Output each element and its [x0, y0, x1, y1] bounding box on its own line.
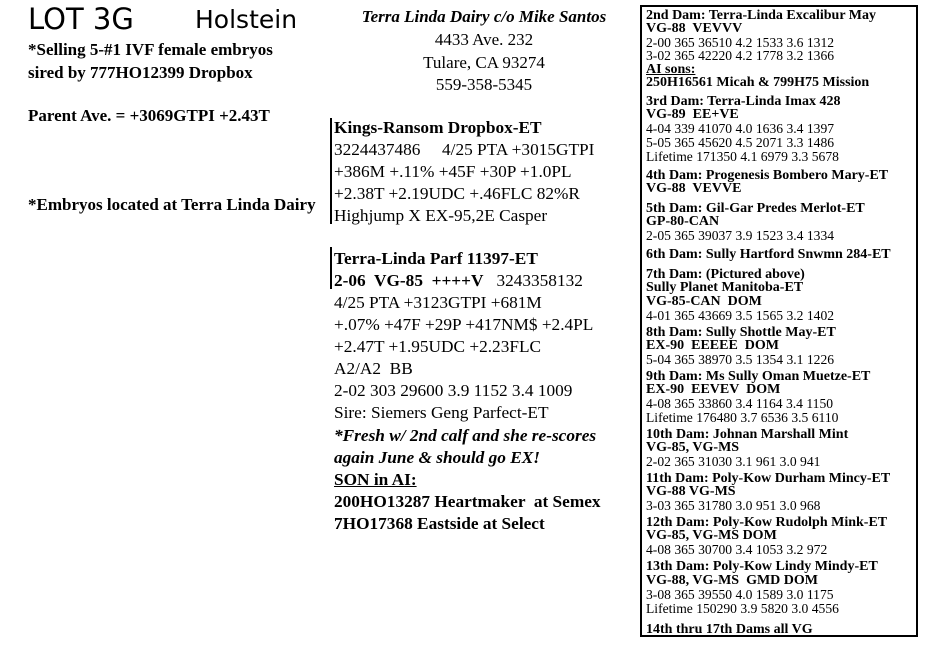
dam11-class: VG-88 VG-MS	[646, 484, 736, 499]
dam-class-row	[334, 270, 583, 292]
dam3-title: 3rd Dam: Terra-Linda Imax 428	[646, 94, 841, 109]
dam2-title: 2nd Dam: Terra-Linda Excalibur May	[646, 8, 876, 23]
dam13-title: 13th Dam: Poly-Kow Lindy Mindy-ET	[646, 559, 878, 574]
dam8-class: EX-90 EEEEE DOM	[646, 338, 780, 353]
dam-line-1: 4/25 PTA +3123GTPI +681M	[334, 293, 542, 312]
dam-line-6: Sire: Siemers Geng Parfect-ET	[334, 403, 549, 422]
dam-name: Terra-Linda Parf 11397-ET	[334, 249, 538, 268]
son-heading: SON in AI:	[334, 470, 417, 489]
dam-note-2: again June & should go EX!	[334, 448, 540, 467]
dam3-record-2: 5-05 365 45620 4.5 2071 3.3 1486	[646, 135, 835, 150]
dam3-lifetime: Lifetime 171350 4.1 6979 3.3 5678	[646, 149, 839, 164]
sire-bracket	[330, 118, 332, 224]
dam12-title: 12th Dam: Poly-Kow Rudolph Mink-ET	[646, 515, 888, 530]
ai-sons: 250H16561 Micah & 799H75 Mission	[646, 75, 870, 90]
son-1: 200HO13287 Heartmaker at Semex	[334, 492, 601, 511]
contact-address: 4433 Ave. 232	[434, 30, 534, 49]
sire-line-4: Highjump X EX-95,2E Casper	[334, 206, 548, 225]
dam11-record-1: 3-03 365 31780 3.0 951 3.0 968	[646, 498, 821, 513]
dam3-record-1: 4-04 339 41070 4.0 1636 3.4 1397	[646, 121, 835, 136]
dam9-lifetime: Lifetime 176480 3.7 6536 3.5 6110	[646, 410, 839, 425]
lot-number: LOT 3G	[28, 2, 134, 36]
dam6-title: 6th Dam: Sully Hartford Snwmn 284-ET	[646, 247, 891, 262]
dam9-record-1: 4-08 365 33860 3.4 1164 3.4 1150	[646, 396, 834, 411]
dam-registration: 3243358132	[496, 271, 583, 290]
sire-line-1: 3224437486 4/25 PTA +3015GTPI	[334, 140, 595, 159]
sire-line-3: +2.38T +2.19UDC +.46FLC 82%R	[334, 184, 580, 203]
dam10-record-1: 2-02 365 31030 3.1 961 3.0 941	[646, 454, 821, 469]
dam2-record-2: 3-02 365 42220 4.2 1778 3.2 1366	[646, 48, 835, 63]
dam5-title: 5th Dam: Gil-Gar Predes Merlot-ET	[646, 201, 865, 216]
dam3-class: VG-89 EE+VE	[646, 107, 739, 122]
dam13-class: VG-88, VG-MS GMD DOM	[646, 573, 818, 588]
dam13-lifetime: Lifetime 150290 3.9 5820 3.0 4556	[646, 601, 839, 616]
pedigree-footer: 14th thru 17th Dams all VG	[646, 622, 813, 637]
son-2: 7HO17368 Eastside at Select	[334, 514, 545, 533]
dam2-record-1: 2-00 365 36510 4.2 1533 3.6 1312	[646, 35, 835, 50]
dam7-class: VG-85-CAN DOM	[646, 294, 762, 309]
dam-classification: 2-06 VG-85 ++++V	[334, 271, 484, 290]
dam7-title: 7th Dam: (Pictured above)	[646, 267, 805, 282]
dam8-record-1: 5-04 365 38970 3.5 1354 3.1 1226	[646, 352, 835, 367]
dam12-class: VG-85, VG-MS DOM	[646, 528, 777, 543]
dam8-title: 8th Dam: Sully Shottle May-ET	[646, 325, 836, 340]
dam4-title: 4th Dam: Progenesis Bombero Mary-ET	[646, 168, 889, 183]
contact-city: Tulare, CA 93274	[423, 53, 545, 72]
dam-line-2: +.07% +47F +29P +417NM$ +2.4PL	[334, 315, 594, 334]
dam9-title: 9th Dam: Ms Sully Oman Muetze-ET	[646, 369, 871, 384]
selling-line-1: *Selling 5-#1 IVF female embryos	[28, 40, 273, 59]
dam7-name: Sully Planet Manitoba-ET	[646, 280, 804, 295]
dam5-class: GP-80-CAN	[646, 214, 720, 229]
dam4-class: VG-88 VEVVE	[646, 181, 742, 196]
parent-average: Parent Ave. = +3069GTPI +2.43T	[28, 106, 270, 125]
breed-name: Holstein	[195, 5, 298, 34]
dam-note-1: *Fresh w/ 2nd calf and she re-scores	[334, 426, 597, 445]
dam13-record-1: 3-08 365 39550 4.0 1589 3.0 1175	[646, 587, 834, 602]
sire-line-2: +386M +.11% +45F +30P +1.0PL	[334, 162, 572, 181]
contact-name: Terra Linda Dairy c/o Mike Santos	[361, 7, 607, 26]
dam11-title: 11th Dam: Poly-Kow Durham Mincy-ET	[646, 471, 891, 486]
embryo-location: *Embryos located at Terra Linda Dairy	[28, 195, 316, 214]
dam-line-4: A2/A2 BB	[334, 359, 413, 378]
dam7-record-1: 4-01 365 43669 3.5 1565 3.2 1402	[646, 308, 835, 323]
dam10-title: 10th Dam: Johnan Marshall Mint	[646, 427, 849, 442]
dam12-record-1: 4-08 365 30700 3.4 1053 3.2 972	[646, 542, 828, 557]
dam10-class: VG-85, VG-MS	[646, 440, 740, 455]
sire-name: Kings-Ransom Dropbox-ET	[334, 118, 542, 137]
dam9-class: EX-90 EEVEV DOM	[646, 382, 781, 397]
ai-sons-heading: AI sons:	[646, 62, 696, 77]
dam-line-3: +2.47T +1.95UDC +2.23FLC	[334, 337, 542, 356]
dam2-class: VG-88 VEVVV	[646, 21, 743, 36]
dam5-record-1: 2-05 365 39037 3.9 1523 3.4 1334	[646, 228, 835, 243]
selling-line-2: sired by 777HO12399 Dropbox	[28, 63, 253, 82]
dam-line-5: 2-02 303 29600 3.9 1152 3.4 1009	[334, 381, 573, 400]
contact-phone: 559-358-5345	[435, 75, 533, 94]
dam-bracket	[330, 247, 332, 289]
